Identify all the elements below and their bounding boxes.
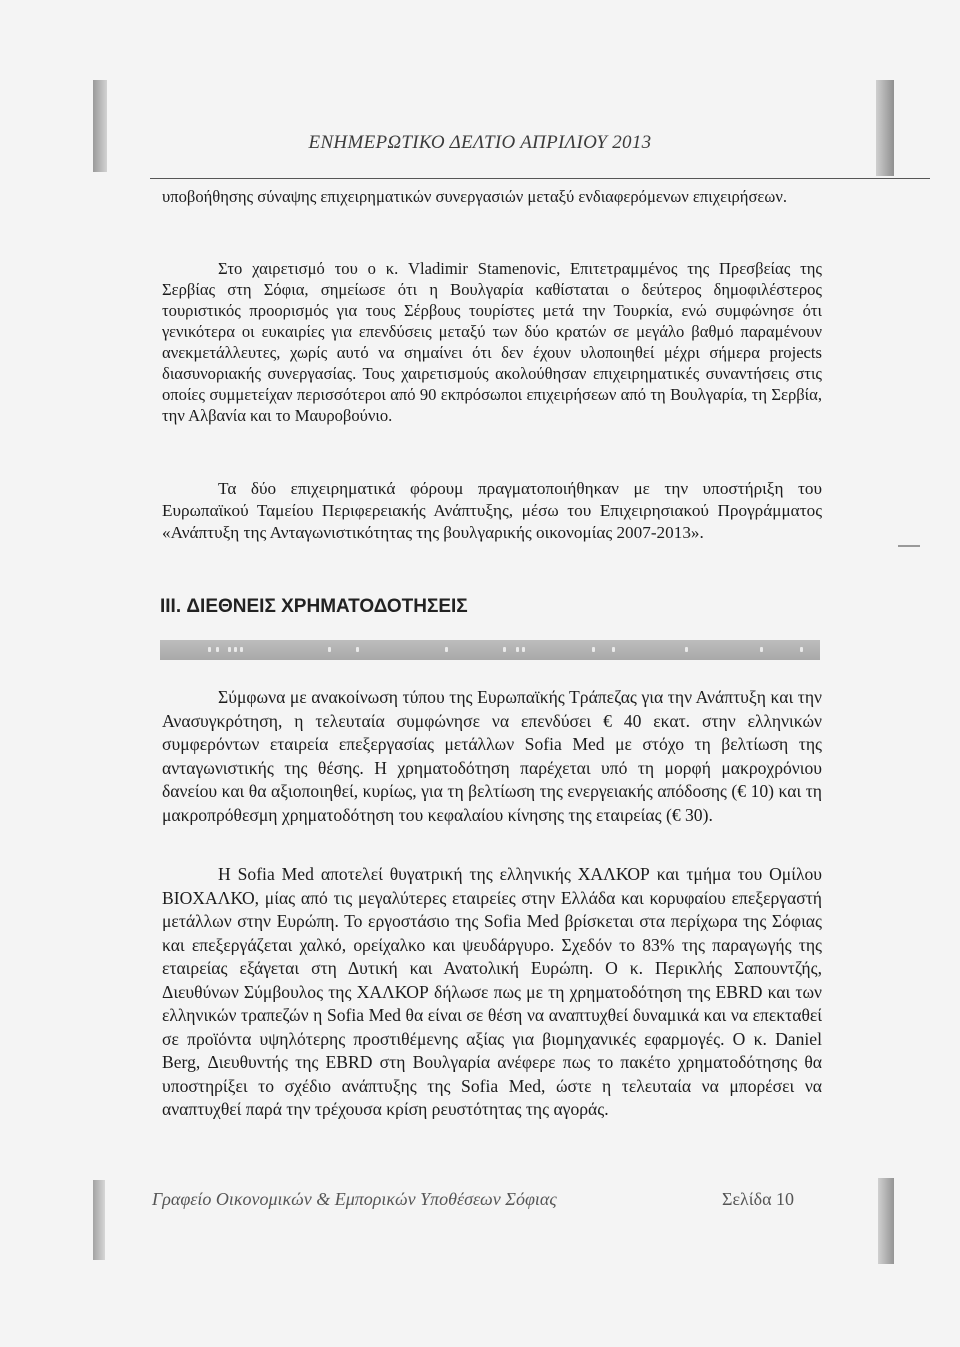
scan-artifact bbox=[898, 545, 920, 547]
paragraph: Η Sofia Med αποτελεί θυγατρική της ελληνικής ΧΑΛΚΟΡ και τμήμα του Ομίλου ΒΙΟΧΑΛΚΟ, μίας από τις μεγαλύτερες εταιρείες στην Ελλάδα και κορυφαίου επεξεργαστή μετάλλων στην Ευρώπη. Το εργοστάσιο της Sofia Med βρίσκεται στα περίχωρα της Σόφιας και επεξεργάζεται χαλκό, ορείχαλκο και ψευδάργυρο. Σχεδόν το 83% της παραγωγής της εταιρείας εξάγεται στη Δυτική και Ανατολική Ευρώπη. Ο κ. Περικλής Σαπουντζής, Διευθύνων Σύμβουλος της ΧΑΛΚΟΡ δήλωσε πως με τη χρηματοδότηση της EBRD και των ελληνικών τραπεζών η Sofia Med θα είναι σε θέση να αναπτυχθεί δυναμικά και να επεκταθεί σε προϊόντα υψηλότερης προστιθέμενης αξίας για βιομηχανικές εφαρμογές. Ο κ. Daniel Berg, Διευθυντής της EBRD στη Βουλγαρία ανέφερε πως το πακέτο χρηματοδότησης θα υποστηρίξει το σχέδιο ανάπτυξης της Sofia Med, ώστε η τελευταία να μπορέσει να αναπτυχθεί παρά την τρέχουσα κρίση ρευστότητας της αγοράς. bbox=[162, 864, 822, 1119]
scan-edge-mark bbox=[876, 80, 894, 176]
page-number: Σελίδα 10 bbox=[722, 1189, 795, 1209]
scan-edge-mark bbox=[93, 1180, 105, 1260]
paragraph: Τα δύο επιχειρηματικά φόρουμ πραγματοποιήθηκαν με την υποστήριξη του Ευρωπαϊκού Ταμείου Περιφερειακής Ανάπτυξης, μέσω του Επιχειρησιακού Προγράμματος «Ανάπτυξη της Ανταγωνιστικότητας της βουλγαρικής οικονομίας 2007-2013». bbox=[162, 479, 822, 542]
paragraph: Σύμφωνα με ανακοίνωση τύπου της Ευρωπαϊκής Τράπεζας για την Ανάπτυξη και την Ανασυγκρότηση, η τελευταία συμφώνησε να επενδύσει € 40 εκατ. στην ελληνικών συμφερόντων εταιρεία επεξεργασίας μετάλλων Sofia Med με στόχο τη βελτίωση της ανταγωνιστικής της θέσης. Η χρηματοδότηση παρέχεται υπό τη μορφή μακροχρόνιου δανείου και θα αξιοποιηθεί, κυρίως, για τη βελτίωση της ενεργειακής απόδοσης (€ 10) και τη μακροπρόθεσμη χρηματοδότηση του κεφαλαίου κίνησης της εταιρείας (€ 30). bbox=[162, 687, 822, 825]
section-divider-band bbox=[160, 640, 820, 660]
paragraph: Στο χαιρετισμό του ο κ. Vladimir Stamenovic, Επιτετραμμένος της Πρεσβείας της Σερβίας στη Σόφια, σημείωσε ότι η Βουλγαρία καθίσταται ο δεύτερος δημοφιλέστερος τουριστικός προορισμός για τους Σέρβους τουρίστες μετά την Τουρκία, ενώ συμφώνησε ότι γενικότερα οι ευκαιρίες για επενδύσεις μεταξύ των δύο κρατών σε μεγάλο βαθμό παραμένουν ανεκμετάλλευτες, χωρίς αυτό να σημαίνει ότι δεν έχουν υλοποιηθεί μέχρι σήμερα projects διασυνοριακής συνεργασίας. Τους χαιρετισμούς ακολούθησαν επιχειρηματικές συναντήσεις στις οποίες συμμετείχαν περισσότεροι από 90 εκπρόσωποι επιχειρήσεων από τη Βουλγαρία, τη Σερβία, την Αλβανία και το Μαυροβούνιο. bbox=[162, 259, 822, 425]
band-texture bbox=[160, 646, 820, 654]
section-heading: III. ΔΙΕΘΝΕΙΣ ΧΡΗΜΑΤΟΔΟΤΗΣΕΙΣ bbox=[160, 596, 468, 617]
scan-edge-mark bbox=[93, 80, 107, 172]
footer-office-name: Γραφείο Οικονομικών & Εμπορικών Υποθέσεων Σόφιας bbox=[152, 1189, 557, 1209]
paragraph: υποβοήθησης σύναψης επιχειρηματικών συνεργασιών μεταξύ ενδιαφερόμενων επιχειρήσεων. bbox=[162, 187, 787, 206]
scan-edge-mark bbox=[878, 1178, 894, 1264]
page-header-title: ΕΝΗΜΕΡΩΤΙΚΟ ΔΕΛΤΙΟ ΑΠΡΙΛΙΟΥ 2013 bbox=[308, 132, 652, 153]
header-rule bbox=[150, 178, 930, 179]
